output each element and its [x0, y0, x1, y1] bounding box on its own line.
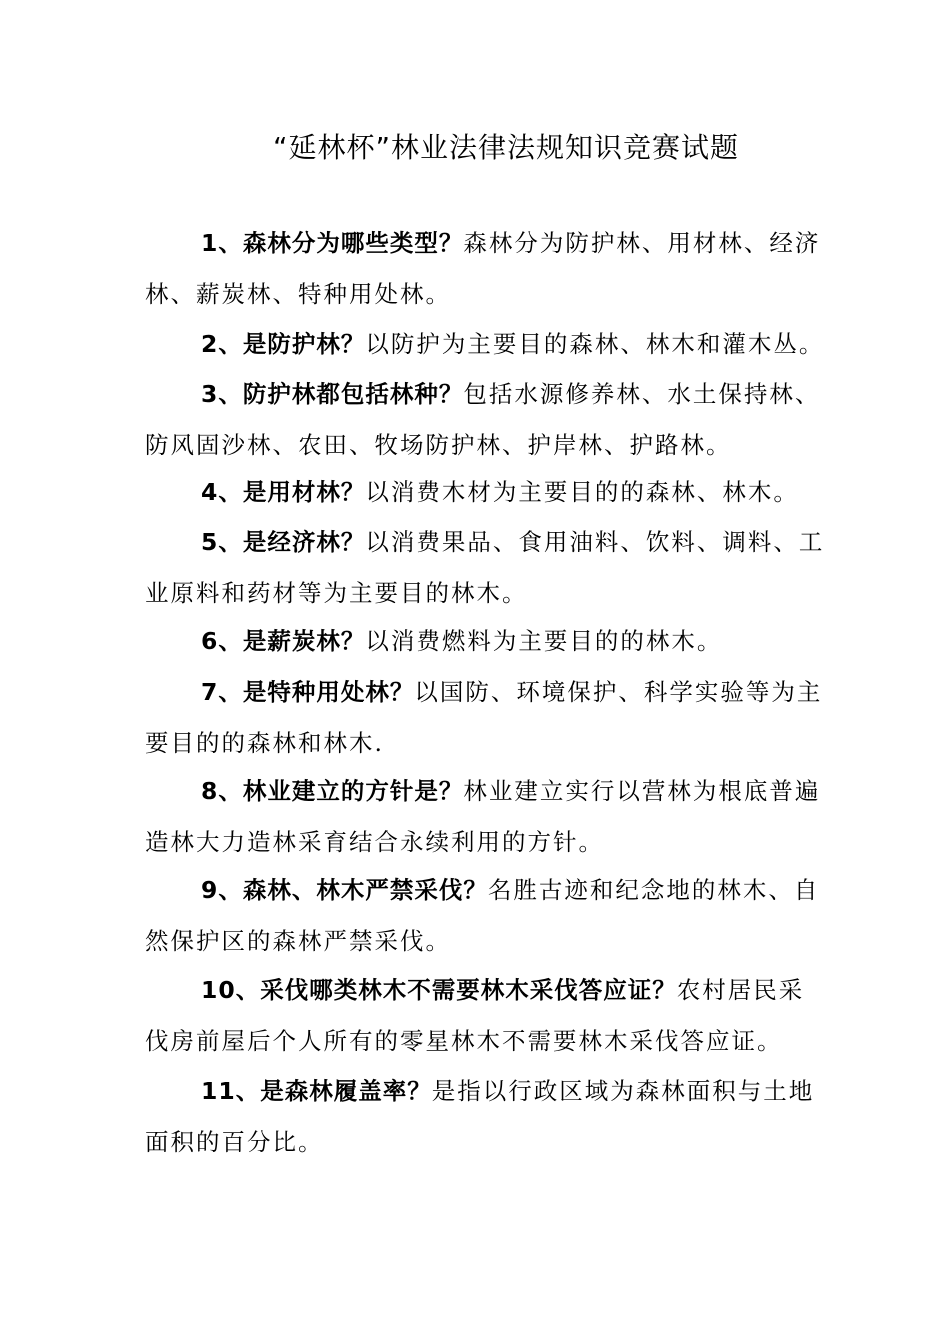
qa-item-1 [145, 218, 825, 319]
answer-1: 森林分为防护林、用材林、经济林、薪炭林、特种用处林。 [145, 229, 821, 308]
answer-2: 以防护为主要目的森林、林木和灌木丛。 [365, 330, 825, 358]
question-5: 5、是经济林？ [201, 528, 366, 556]
question-1: 1、森林分为哪些类型？ [201, 229, 464, 257]
answer-9: 名胜古迹和纪念地的林木、自然保护区的森林严禁采伐。 [145, 876, 820, 955]
qa-item-7 [145, 667, 825, 768]
answer-6: 以消费燃料为主要目的的林木。 [365, 627, 723, 655]
question-8: 8、林业建立的方针是？ [201, 777, 464, 805]
answer-11: 是指以行政区域为森林面积与土地面积的百分比。 [145, 1077, 815, 1156]
answer-5: 以消费果品、食用油料、饮料、调料、工业原料和药材等为主要目的林木。 [145, 528, 825, 607]
question-2: 2、是防护林？ [201, 330, 366, 358]
question-11: 11、是森林履盖率？ [201, 1077, 432, 1105]
question-6: 6、是薪炭林？ [201, 627, 366, 655]
qa-item-9 [145, 865, 825, 966]
answer-7: 以国防、环境保护、科学实验等为主要目的的森林和林木. [145, 678, 823, 757]
document-title: “延林杯”林业法律法规知识竞赛试题 [272, 131, 739, 164]
qa-item-5 [145, 517, 825, 618]
qa-item-8 [145, 766, 825, 867]
answer-3: 包括水源修养林、水土保持林、防风固沙林、农田、牧场防护林、护岸林、护路林。 [145, 380, 821, 459]
qa-item-11 [145, 1066, 825, 1167]
qa-item-2 [145, 319, 825, 370]
question-10: 10、采伐哪类林木不需要林木采伐答应证？ [201, 976, 677, 1004]
answer-4: 以消费木材为主要目的的森林、林木。 [365, 478, 799, 506]
qa-item-10 [145, 965, 825, 1066]
qa-item-4 [145, 467, 825, 518]
question-9: 9、森林、林木严禁采伐？ [201, 876, 488, 904]
question-3: 3、防护林都包括林种？ [201, 380, 464, 408]
question-4: 4、是用材林？ [201, 478, 366, 506]
question-7: 7、是特种用处林？ [201, 678, 415, 706]
qa-item-6 [145, 616, 825, 667]
answer-10: 农村居民采伐房前屋后个人所有的零星林木不需要林木采伐答应证。 [145, 976, 805, 1055]
answer-8: 林业建立实行以营林为根底普遍造林大力造林采育结合永续利用的方针。 [145, 777, 821, 856]
qa-item-3 [145, 369, 825, 470]
